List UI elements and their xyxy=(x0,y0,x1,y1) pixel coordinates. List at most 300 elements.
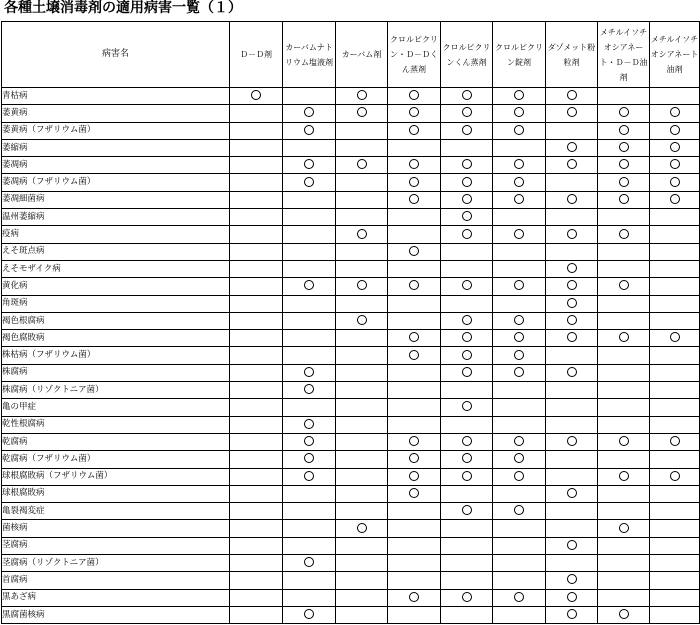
applicability-cell xyxy=(546,278,598,295)
applicability-cell xyxy=(336,364,388,381)
applicability-cell xyxy=(230,555,283,572)
applicability-cell xyxy=(230,105,283,122)
circle-mark-icon xyxy=(514,107,524,117)
applicability-cell xyxy=(388,589,441,606)
circle-mark-icon xyxy=(514,471,524,481)
circle-mark-icon xyxy=(304,125,314,135)
applicability-cell xyxy=(388,330,441,347)
applicability-cell xyxy=(388,139,441,156)
table-row xyxy=(2,260,700,277)
applicability-cell xyxy=(598,226,650,243)
applicability-cell xyxy=(598,157,650,174)
circle-mark-icon xyxy=(409,453,419,463)
circle-mark-icon xyxy=(514,280,524,290)
applicability-cell xyxy=(598,382,650,399)
applicability-cell xyxy=(441,364,493,381)
circle-mark-icon xyxy=(567,609,577,619)
table-row xyxy=(2,572,700,589)
disease-name-cell: 乾腐病 xyxy=(2,433,230,450)
applicability-cell xyxy=(493,555,546,572)
table-row xyxy=(2,226,700,243)
disease-name-cell: 首腐病 xyxy=(2,572,230,589)
circle-mark-icon xyxy=(409,107,419,117)
applicability-cell xyxy=(493,503,546,520)
circle-mark-icon xyxy=(304,177,314,187)
circle-mark-icon xyxy=(567,540,577,550)
applicability-cell xyxy=(493,572,546,589)
applicability-cell xyxy=(598,416,650,433)
applicability-cell xyxy=(493,191,546,208)
circle-mark-icon xyxy=(409,194,419,204)
applicability-cell xyxy=(388,520,441,537)
applicability-cell xyxy=(598,399,650,416)
applicability-cell xyxy=(441,209,493,226)
applicability-cell xyxy=(598,209,650,226)
circle-mark-icon xyxy=(619,280,629,290)
disease-name-cell: 亀の甲症 xyxy=(2,399,230,416)
applicability-cell xyxy=(283,330,336,347)
applicability-cell xyxy=(388,433,441,450)
table-header-row xyxy=(2,22,700,88)
applicability-cell xyxy=(230,399,283,416)
applicability-cell xyxy=(598,485,650,502)
circle-mark-icon xyxy=(619,159,629,169)
circle-mark-icon xyxy=(462,592,472,602)
circle-mark-icon xyxy=(409,159,419,169)
circle-mark-icon xyxy=(619,332,629,342)
applicability-cell xyxy=(441,139,493,156)
applicability-cell xyxy=(230,572,283,589)
applicability-cell xyxy=(336,555,388,572)
circle-mark-icon xyxy=(304,436,314,446)
applicability-cell xyxy=(230,260,283,277)
table-row xyxy=(2,347,700,364)
circle-mark-icon xyxy=(514,436,524,446)
applicability-cell xyxy=(441,347,493,364)
circle-mark-icon xyxy=(251,90,261,100)
circle-mark-icon xyxy=(357,229,367,239)
circle-mark-icon xyxy=(567,574,577,584)
applicability-cell xyxy=(336,88,388,105)
table-row xyxy=(2,295,700,312)
circle-mark-icon xyxy=(619,436,629,446)
applicability-cell xyxy=(283,139,336,156)
applicability-cell xyxy=(230,226,283,243)
applicability-cell xyxy=(650,347,700,364)
applicability-cell xyxy=(650,468,700,485)
applicability-cell xyxy=(230,312,283,329)
applicability-cell xyxy=(388,88,441,105)
applicability-cell xyxy=(388,572,441,589)
applicability-cell xyxy=(283,503,336,520)
disease-name-cell: 茎腐病 xyxy=(2,537,230,554)
applicability-cell xyxy=(650,572,700,589)
applicability-cell xyxy=(388,105,441,122)
circle-mark-icon xyxy=(462,90,472,100)
applicability-cell xyxy=(283,278,336,295)
applicability-cell xyxy=(230,122,283,139)
circle-mark-icon xyxy=(304,557,314,567)
table-row xyxy=(2,174,700,191)
applicability-cell xyxy=(230,589,283,606)
disease-name-cell: えそ斑点病 xyxy=(2,243,230,260)
disease-name-cell: 萎黄病（フザリウム菌） xyxy=(2,122,230,139)
table-row xyxy=(2,520,700,537)
applicability-cell xyxy=(546,399,598,416)
applicability-cell xyxy=(336,139,388,156)
applicability-cell xyxy=(336,243,388,260)
circle-mark-icon xyxy=(304,471,314,481)
column-header: ダゾメット粉粒剤 xyxy=(546,22,598,88)
applicability-cell xyxy=(230,191,283,208)
applicability-cell xyxy=(388,364,441,381)
circle-mark-icon xyxy=(514,367,524,377)
applicability-cell xyxy=(388,226,441,243)
applicability-cell xyxy=(546,364,598,381)
disease-name-cell: 菌核病 xyxy=(2,520,230,537)
circle-mark-icon xyxy=(619,142,629,152)
applicability-cell xyxy=(230,174,283,191)
applicability-cell xyxy=(388,382,441,399)
disease-name-cell: 黒あざ病 xyxy=(2,589,230,606)
applicability-cell xyxy=(493,537,546,554)
circle-mark-icon xyxy=(619,229,629,239)
applicability-cell xyxy=(283,364,336,381)
disease-name-cell: 球根腐敗病（フザリウム菌） xyxy=(2,468,230,485)
table-row xyxy=(2,433,700,450)
disease-name-cell: 株枯病（フザリウム菌） xyxy=(2,347,230,364)
applicability-cell xyxy=(336,503,388,520)
applicability-cell xyxy=(598,312,650,329)
column-header: メチルイソチオシアネート油剤 xyxy=(650,22,700,88)
applicability-cell xyxy=(336,174,388,191)
circle-mark-icon xyxy=(567,298,577,308)
applicability-cell xyxy=(546,503,598,520)
disease-name-cell: 株腐病 xyxy=(2,364,230,381)
applicability-cell xyxy=(493,209,546,226)
table-row xyxy=(2,122,700,139)
table-row xyxy=(2,157,700,174)
applicability-cell xyxy=(336,330,388,347)
circle-mark-icon xyxy=(304,280,314,290)
applicability-cell xyxy=(493,347,546,364)
circle-mark-icon xyxy=(514,159,524,169)
circle-mark-icon xyxy=(514,592,524,602)
disease-name-cell: 黄化病 xyxy=(2,278,230,295)
applicability-cell xyxy=(336,572,388,589)
applicability-cell xyxy=(546,606,598,623)
applicability-cell xyxy=(441,295,493,312)
applicability-cell xyxy=(546,433,598,450)
applicability-cell xyxy=(546,572,598,589)
applicability-cell xyxy=(598,260,650,277)
applicability-cell xyxy=(650,589,700,606)
applicability-cell xyxy=(336,485,388,502)
disease-name-cell: 亀裂褐変症 xyxy=(2,503,230,520)
applicability-cell xyxy=(336,312,388,329)
circle-mark-icon xyxy=(670,159,680,169)
applicability-cell xyxy=(441,382,493,399)
circle-mark-icon xyxy=(304,419,314,429)
applicability-cell xyxy=(650,139,700,156)
circle-mark-icon xyxy=(670,332,680,342)
applicability-cell xyxy=(598,606,650,623)
applicability-cell xyxy=(388,191,441,208)
applicability-cell xyxy=(650,520,700,537)
applicability-cell xyxy=(283,572,336,589)
circle-mark-icon xyxy=(514,90,524,100)
applicability-cell xyxy=(441,243,493,260)
applicability-cell xyxy=(546,485,598,502)
applicability-cell xyxy=(650,503,700,520)
applicability-cell xyxy=(598,191,650,208)
applicability-cell xyxy=(598,139,650,156)
applicability-cell xyxy=(388,157,441,174)
applicability-cell xyxy=(546,347,598,364)
applicability-cell xyxy=(336,606,388,623)
circle-mark-icon xyxy=(670,177,680,187)
applicability-cell xyxy=(493,433,546,450)
applicability-cell xyxy=(230,451,283,468)
circle-mark-icon xyxy=(567,367,577,377)
applicability-cell xyxy=(230,485,283,502)
applicability-cell xyxy=(336,278,388,295)
applicability-cell xyxy=(230,416,283,433)
circle-mark-icon xyxy=(619,125,629,135)
circle-mark-icon xyxy=(670,194,680,204)
table-row xyxy=(2,468,700,485)
applicability-cell xyxy=(283,295,336,312)
applicability-cell xyxy=(388,485,441,502)
applicability-cell xyxy=(441,572,493,589)
applicability-cell xyxy=(336,209,388,226)
applicability-cell xyxy=(650,226,700,243)
circle-mark-icon xyxy=(567,229,577,239)
applicability-cell xyxy=(598,503,650,520)
applicability-cell xyxy=(441,433,493,450)
table-row xyxy=(2,88,700,105)
applicability-cell xyxy=(230,243,283,260)
applicability-cell xyxy=(546,260,598,277)
applicability-cell xyxy=(441,399,493,416)
circle-mark-icon xyxy=(409,125,419,135)
applicability-cell xyxy=(441,520,493,537)
applicability-cell xyxy=(650,260,700,277)
applicability-cell xyxy=(336,451,388,468)
applicability-cell xyxy=(441,485,493,502)
applicability-cell xyxy=(283,416,336,433)
applicability-cell xyxy=(283,260,336,277)
applicability-cell xyxy=(493,260,546,277)
applicability-cell xyxy=(230,330,283,347)
applicability-cell xyxy=(598,347,650,364)
applicability-cell xyxy=(650,122,700,139)
circle-mark-icon xyxy=(514,350,524,360)
applicability-cell xyxy=(650,295,700,312)
applicability-cell xyxy=(283,226,336,243)
applicability-cell xyxy=(598,451,650,468)
applicability-cell xyxy=(493,606,546,623)
circle-mark-icon xyxy=(357,523,367,533)
applicability-cell xyxy=(493,278,546,295)
applicability-cell xyxy=(493,382,546,399)
applicability-cell xyxy=(336,226,388,243)
applicability-cell xyxy=(598,555,650,572)
applicability-cell xyxy=(598,468,650,485)
circle-mark-icon xyxy=(409,436,419,446)
column-header: カーバムナトリウム塩液剤 xyxy=(283,22,336,88)
applicability-cell xyxy=(546,555,598,572)
circle-mark-icon xyxy=(409,90,419,100)
applicability-cell xyxy=(598,243,650,260)
circle-mark-icon xyxy=(514,177,524,187)
circle-mark-icon xyxy=(670,125,680,135)
circle-mark-icon xyxy=(567,592,577,602)
circle-mark-icon xyxy=(567,280,577,290)
applicability-cell xyxy=(388,555,441,572)
disease-name-cell: 角斑病 xyxy=(2,295,230,312)
applicability-cell xyxy=(336,157,388,174)
applicability-cell xyxy=(283,347,336,364)
circle-mark-icon xyxy=(462,280,472,290)
applicability-cell xyxy=(230,278,283,295)
applicability-cell xyxy=(598,520,650,537)
applicability-cell xyxy=(546,416,598,433)
applicability-cell xyxy=(230,364,283,381)
applicability-cell xyxy=(493,364,546,381)
circle-mark-icon xyxy=(357,315,367,325)
applicability-cell xyxy=(598,572,650,589)
applicability-cell xyxy=(493,105,546,122)
circle-mark-icon xyxy=(462,177,472,187)
applicability-cell xyxy=(283,312,336,329)
applicability-cell xyxy=(230,209,283,226)
applicability-cell xyxy=(388,209,441,226)
circle-mark-icon xyxy=(462,125,472,135)
circle-mark-icon xyxy=(409,592,419,602)
applicability-cell xyxy=(650,105,700,122)
circle-mark-icon xyxy=(619,177,629,187)
applicability-cell xyxy=(441,226,493,243)
applicability-cell xyxy=(493,174,546,191)
circle-mark-icon xyxy=(409,471,419,481)
applicability-cell xyxy=(441,606,493,623)
circle-mark-icon xyxy=(670,471,680,481)
applicability-cell xyxy=(546,139,598,156)
applicability-cell xyxy=(441,468,493,485)
applicability-cell xyxy=(336,468,388,485)
column-header-disease-name: 病害名 xyxy=(2,22,230,88)
circle-mark-icon xyxy=(409,332,419,342)
applicability-cell xyxy=(598,105,650,122)
applicability-cell xyxy=(230,537,283,554)
applicability-cell xyxy=(283,399,336,416)
circle-mark-icon xyxy=(619,471,629,481)
circle-mark-icon xyxy=(567,488,577,498)
applicability-cell xyxy=(283,243,336,260)
applicability-cell xyxy=(283,174,336,191)
circle-mark-icon xyxy=(670,107,680,117)
applicability-cell xyxy=(493,451,546,468)
applicability-cell xyxy=(441,191,493,208)
applicability-cell xyxy=(650,278,700,295)
disease-name-cell: 青枯病 xyxy=(2,88,230,105)
applicability-cell xyxy=(546,589,598,606)
circle-mark-icon xyxy=(567,142,577,152)
applicability-cell xyxy=(493,226,546,243)
applicability-cell xyxy=(388,295,441,312)
applicability-cell xyxy=(336,589,388,606)
applicability-cell xyxy=(493,139,546,156)
applicability-cell xyxy=(650,243,700,260)
circle-mark-icon xyxy=(409,177,419,187)
applicability-cell xyxy=(441,88,493,105)
applicability-cell xyxy=(546,191,598,208)
applicability-cell xyxy=(230,433,283,450)
column-header: メチルイソチオシアネート・Ｄ－Ｄ油剤 xyxy=(598,22,650,88)
applicability-cell xyxy=(441,260,493,277)
circle-mark-icon xyxy=(619,194,629,204)
applicability-cell xyxy=(441,157,493,174)
applicability-cell xyxy=(546,122,598,139)
disease-table xyxy=(1,21,700,624)
applicability-cell xyxy=(336,295,388,312)
column-header: クロルピクリン錠剤 xyxy=(493,22,546,88)
applicability-cell xyxy=(388,416,441,433)
circle-mark-icon xyxy=(304,609,314,619)
applicability-cell xyxy=(650,399,700,416)
applicability-cell xyxy=(388,122,441,139)
circle-mark-icon xyxy=(357,90,367,100)
applicability-cell xyxy=(388,347,441,364)
column-header: カーバム剤 xyxy=(336,22,388,88)
circle-mark-icon xyxy=(304,384,314,394)
applicability-cell xyxy=(598,295,650,312)
applicability-cell xyxy=(336,416,388,433)
applicability-cell xyxy=(283,555,336,572)
table-row xyxy=(2,330,700,347)
circle-mark-icon xyxy=(462,471,472,481)
applicability-cell xyxy=(650,555,700,572)
applicability-cell xyxy=(283,209,336,226)
applicability-cell xyxy=(650,416,700,433)
applicability-cell xyxy=(546,537,598,554)
applicability-cell xyxy=(598,364,650,381)
applicability-cell xyxy=(598,537,650,554)
circle-mark-icon xyxy=(409,350,419,360)
applicability-cell xyxy=(283,105,336,122)
applicability-cell xyxy=(598,278,650,295)
disease-name-cell: 株腐病（リゾクトニア菌） xyxy=(2,382,230,399)
applicability-cell xyxy=(388,503,441,520)
applicability-cell xyxy=(650,174,700,191)
applicability-cell xyxy=(493,243,546,260)
circle-mark-icon xyxy=(409,246,419,256)
circle-mark-icon xyxy=(619,107,629,117)
applicability-cell xyxy=(598,433,650,450)
applicability-cell xyxy=(546,451,598,468)
applicability-cell xyxy=(388,278,441,295)
applicability-cell xyxy=(283,485,336,502)
circle-mark-icon xyxy=(567,436,577,446)
applicability-cell xyxy=(650,382,700,399)
applicability-cell xyxy=(546,243,598,260)
disease-name-cell: 疫病 xyxy=(2,226,230,243)
circle-mark-icon xyxy=(462,401,472,411)
applicability-cell xyxy=(230,468,283,485)
circle-mark-icon xyxy=(619,609,629,619)
circle-mark-icon xyxy=(462,367,472,377)
